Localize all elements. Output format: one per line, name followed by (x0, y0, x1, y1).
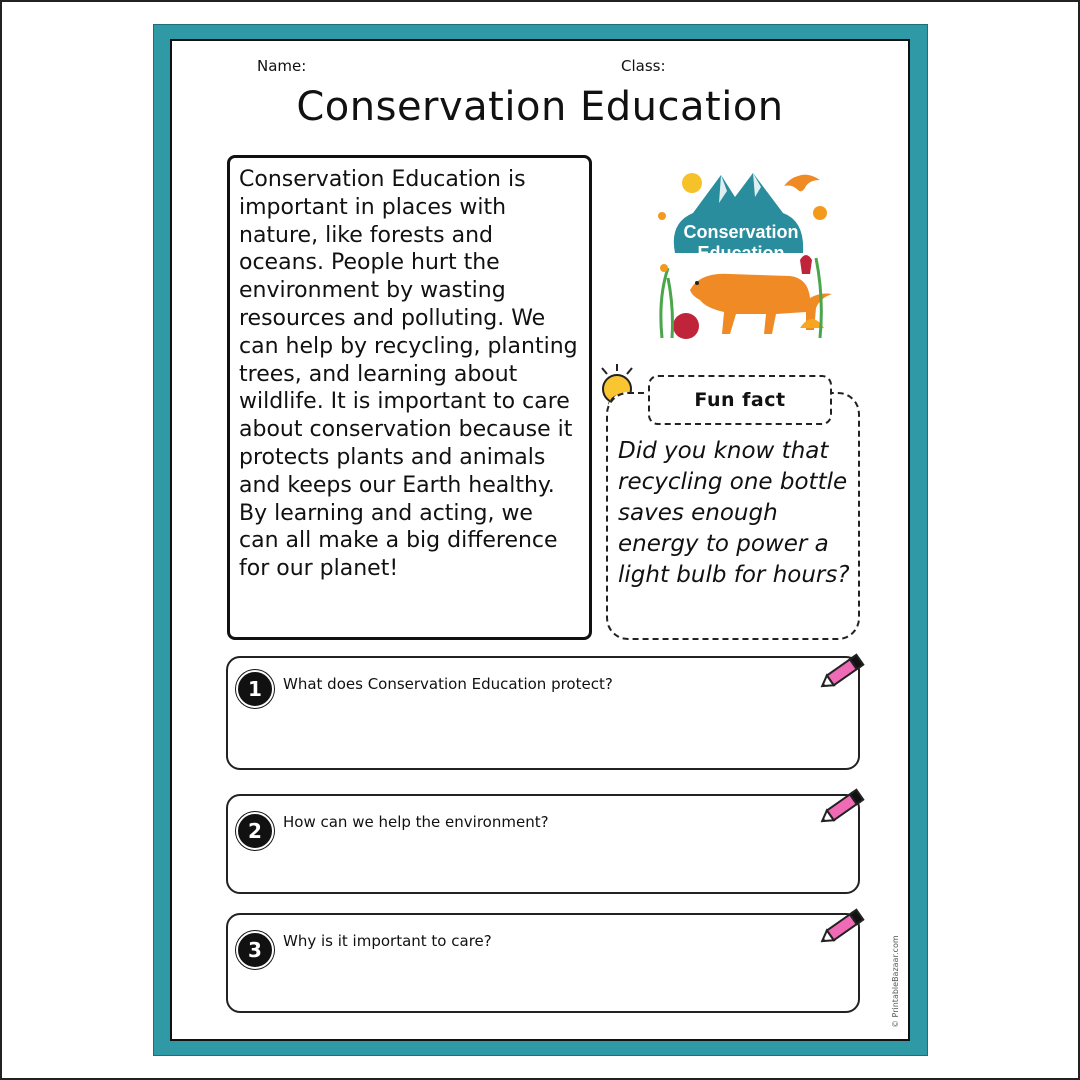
fun-fact-label: Fun fact (648, 375, 832, 425)
answer-box-1[interactable] (226, 656, 860, 770)
illustration-text-line1: Conservation (683, 222, 799, 242)
question-text-2: How can we help the environment? (283, 813, 549, 831)
illustration-text-line2: Education (697, 243, 785, 263)
question-number-1: 1 (236, 670, 274, 708)
question-number-3: 3 (236, 931, 274, 969)
question-text-3: Why is it important to care? (283, 932, 492, 950)
class-label: Class: (621, 57, 666, 75)
answer-box-3[interactable] (226, 913, 860, 1013)
pomegranate-icon (673, 313, 699, 339)
reading-passage-text: Conservation Education is important in places with nature, like forests and oceans. People hurt the environment by wasting resources and polluting. We can help by recycling, planting trees, and learning about wildlife. It is important to care about conservation because it protects plants and animals and keeps our Earth healthy. By learning and acting, we can all make a big difference for our planet! (239, 167, 578, 582)
reading-passage-box (227, 155, 592, 640)
pencil-icon (818, 783, 870, 831)
sun-icon (682, 173, 702, 193)
fun-fact-text: Did you know that recycling one bottle saves enough energy to power a light bulb for hours? (618, 438, 850, 588)
pencil-icon (818, 903, 870, 951)
bird-icon (784, 175, 820, 192)
pencil-icon (818, 648, 870, 696)
answer-box-2[interactable] (226, 794, 860, 894)
question-text-1: What does Conservation Education protect? (283, 675, 613, 693)
name-label: Name: (257, 57, 307, 75)
parrot-icon (800, 255, 812, 274)
question-number-2: 2 (236, 812, 274, 850)
site-credit: © PrintableBazaar.com (891, 935, 900, 1028)
conservation-illustration (650, 168, 835, 346)
page-title: Conservation Education (296, 84, 784, 130)
